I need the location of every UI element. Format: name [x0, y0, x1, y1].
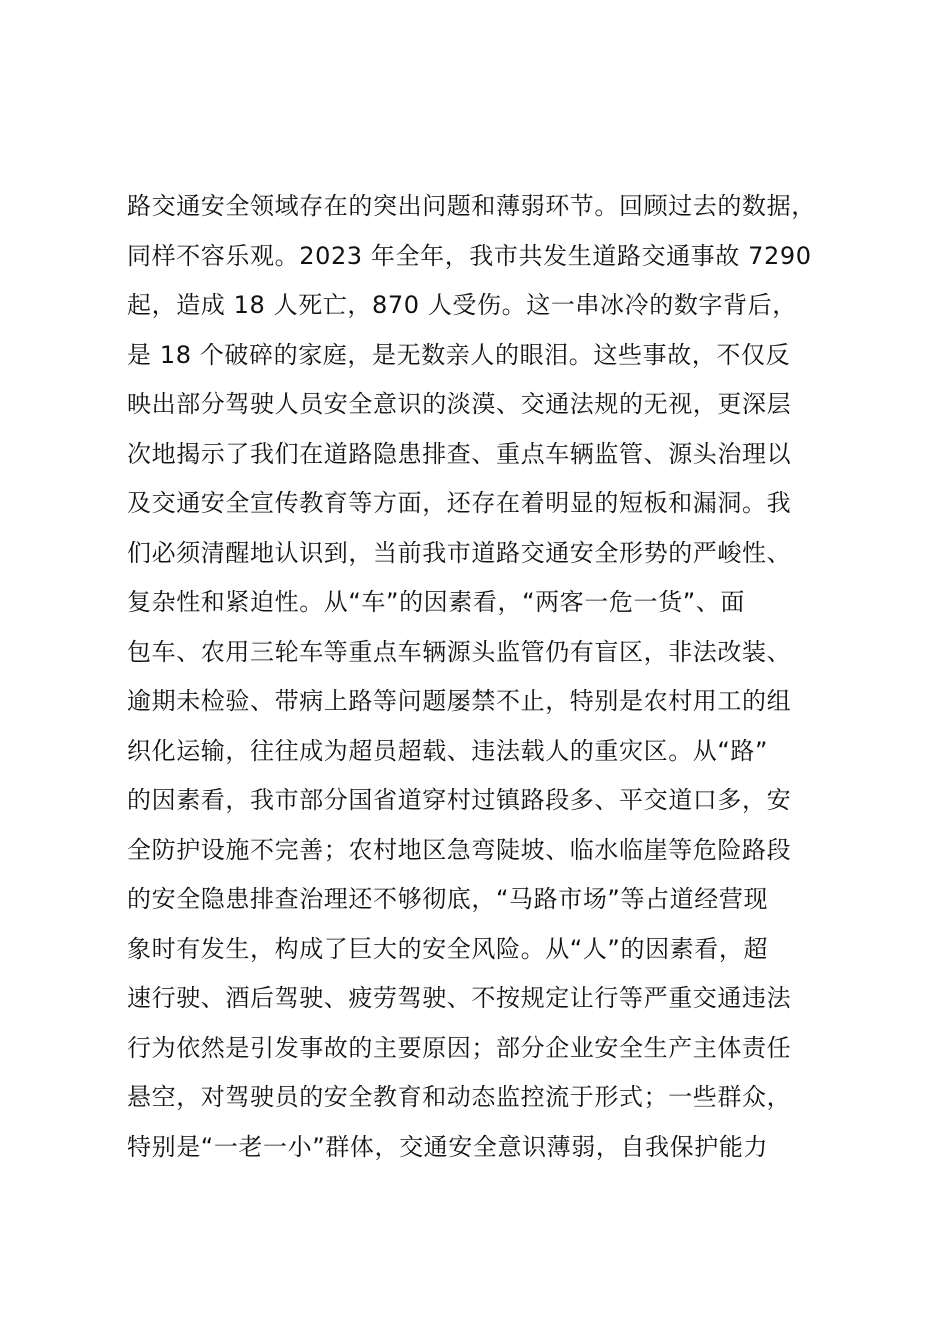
text-line: 的安全隐患排查治理还不够彻底，“马路市场”等占道经营现: [127, 885, 769, 913]
text-line: 全防护设施不完善；农村地区急弯陡坡、临水临崖等危险路段: [127, 835, 792, 864]
text-line: 象时有发生，构成了巨大的安全风险。从“人”的因素看，超: [127, 934, 769, 963]
text-line: 包车、农用三轮车等重点车辆源头监管仍有盲区，非法改装、: [127, 637, 792, 666]
text-line: 同样不容乐观。2023 年全年，我市共发生道路交通事故 7290: [127, 241, 812, 270]
text-line: 悬空，对驾驶员的安全教育和动态监控流于形式；一些群众，: [127, 1083, 792, 1111]
text-line: 路交通安全领域存在的突出问题和薄弱环节。回顾过去的数据，: [127, 192, 816, 220]
text-line: 复杂性和紧迫性。从“车”的因素看，“两客一危一货”、面: [127, 588, 745, 616]
text-line: 及交通安全宣传教育等方面，还存在着明显的短板和漏洞。我: [127, 489, 792, 517]
text-line: 特别是“一老一小”群体，交通安全意识薄弱，自我保护能力: [127, 1132, 769, 1161]
text-line: 是 18 个破碎的家庭，是无数亲人的眼泪。这些事故，不仅反: [127, 340, 791, 369]
text-line: 们必须清醒地认识到，当前我市道路交通安全形势的严峻性、: [127, 538, 792, 567]
text-line: 起，造成 18 人死亡，870 人受伤。这一串冰冷的数字背后，: [127, 291, 797, 319]
text-line: 织化运输，往往成为超员超载、违法载人的重灾区。从“路”: [127, 736, 769, 765]
text-line: 逾期未检验、带病上路等问题屡禁不止，特别是农村用工的组: [127, 687, 792, 715]
text-line: 行为依然是引发事故的主要原因；部分企业安全生产主体责任: [127, 1033, 792, 1062]
text-line: 映出部分驾驶人员安全意识的淡漠、交通法规的无视，更深层: [127, 390, 792, 418]
body-paragraph: [127, 182, 847, 1172]
text-line: 速行驶、酒后驾驶、疲劳驾驶、不按规定让行等严重交通违法: [127, 984, 792, 1012]
text-line: 次地揭示了我们在道路隐患排查、重点车辆监管、源头治理以: [127, 439, 792, 468]
text-line: 的因素看，我市部分国省道穿村过镇路段多、平交道口多，安: [127, 786, 792, 814]
